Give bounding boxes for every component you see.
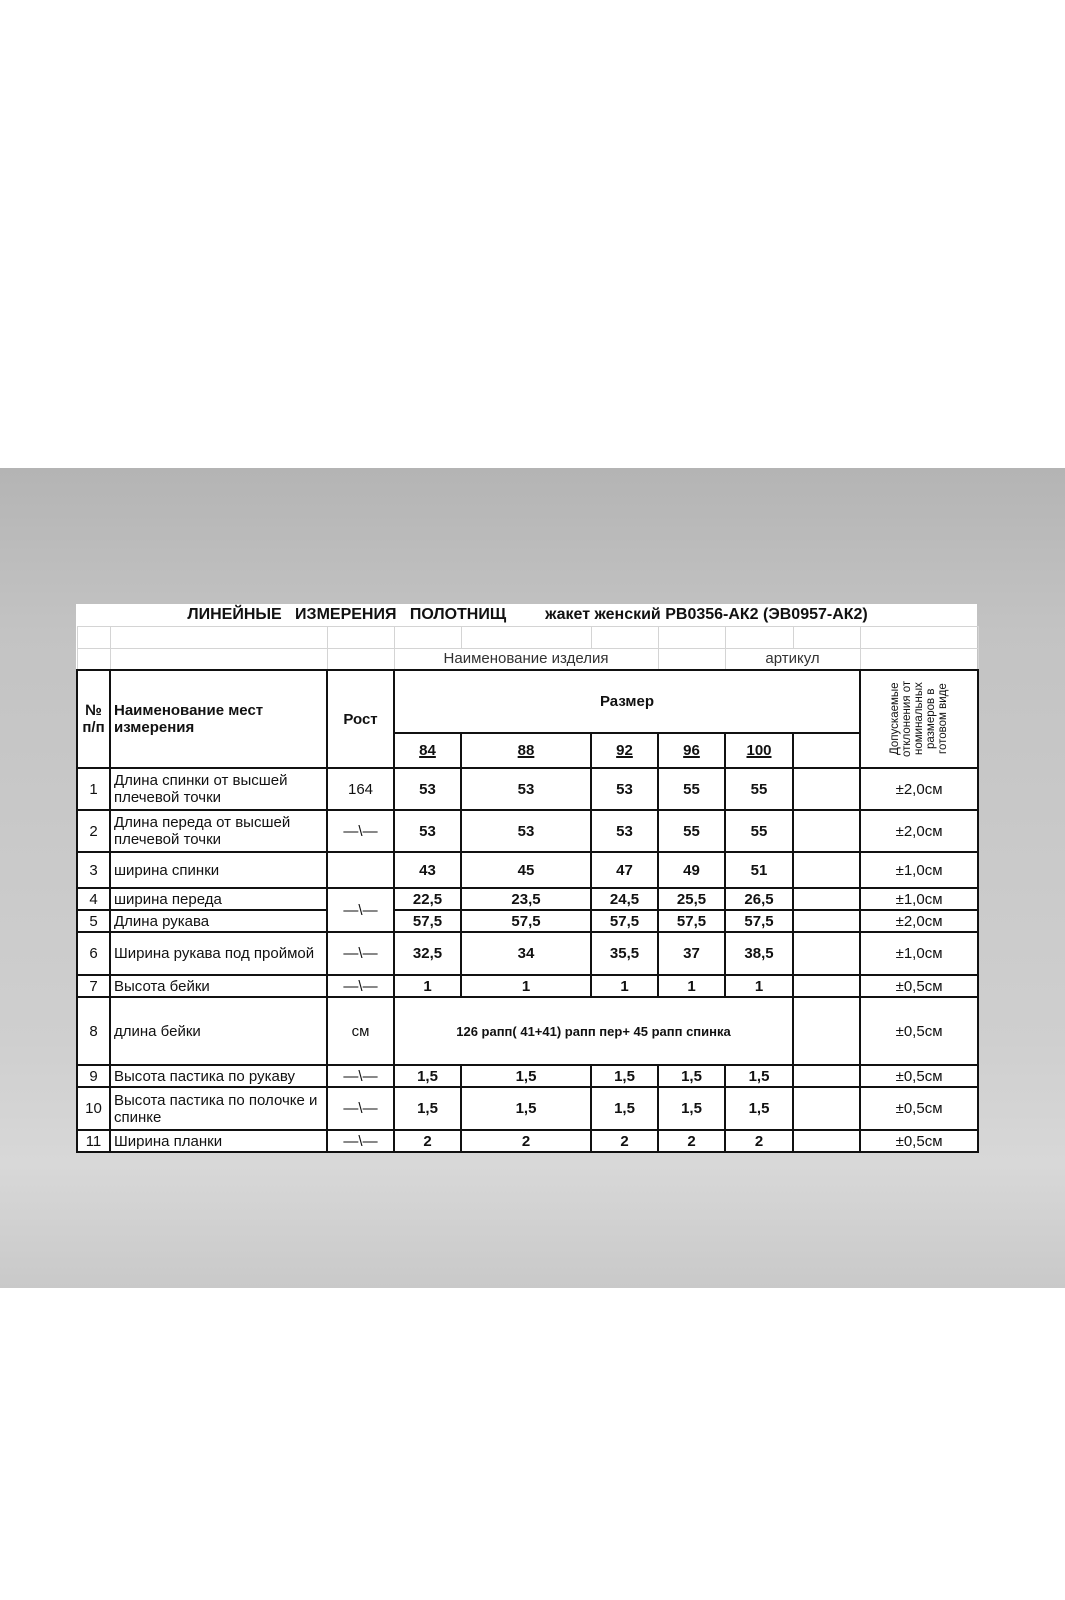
row-height: см xyxy=(327,997,394,1065)
row-value: 34 xyxy=(461,932,591,975)
size-100: 100 xyxy=(746,742,772,759)
row-height: —\— xyxy=(327,975,394,997)
row-name: Длина переда от высшей плечевой точки xyxy=(110,810,327,852)
row-value: 1 xyxy=(658,975,725,997)
row-value: 55 xyxy=(658,810,725,852)
row-tolerance: ±0,5см xyxy=(860,997,978,1065)
row-value: 53 xyxy=(591,810,658,852)
table-row xyxy=(77,910,978,932)
title-cell xyxy=(77,604,978,626)
row-value: 1 xyxy=(394,975,461,997)
size-84: 84 xyxy=(419,742,436,759)
row-value: 1 xyxy=(725,975,793,997)
row-value: 57,5 xyxy=(461,910,591,932)
header-name: Наименование мест измерения xyxy=(110,670,327,768)
row-value: 57,5 xyxy=(725,910,793,932)
row-tolerance: ±0,5см xyxy=(860,1130,978,1152)
row-value: 57,5 xyxy=(591,910,658,932)
row-tolerance: ±1,0см xyxy=(860,932,978,975)
row-tolerance: ±1,0см xyxy=(860,852,978,888)
table-row xyxy=(77,975,978,997)
table-row xyxy=(77,888,978,910)
row-value: 2 xyxy=(591,1130,658,1152)
row-name: Высота пастика по полочке и спинке xyxy=(110,1087,327,1130)
row-value: 53 xyxy=(394,768,461,810)
table-row xyxy=(77,997,978,1065)
row-tolerance: ±2,0см xyxy=(860,810,978,852)
row-value: 2 xyxy=(658,1130,725,1152)
row-number: 3 xyxy=(77,852,110,888)
row-value: 2 xyxy=(394,1130,461,1152)
table-row xyxy=(77,1065,978,1087)
row-height: —\— xyxy=(327,1130,394,1152)
row-value: 55 xyxy=(725,768,793,810)
row-height: —\— xyxy=(327,810,394,852)
row-value: 1,5 xyxy=(461,1065,591,1087)
size-96: 96 xyxy=(683,742,700,759)
row-value: 55 xyxy=(658,768,725,810)
row-value: 37 xyxy=(658,932,725,975)
row-name: Высота пастика по рукаву xyxy=(110,1065,327,1087)
header-tolerance: Допускаемые отклонения от номинальных размеров в готовом виде xyxy=(889,680,950,758)
row-name: Ширина рукава под проймой xyxy=(110,932,327,975)
table-row xyxy=(77,768,978,810)
row-value: 1,5 xyxy=(591,1065,658,1087)
row-value: 22,5 xyxy=(394,888,461,910)
row-merged-value: 126 рапп( 41+41) рапп пер+ 45 рапп спинка xyxy=(394,997,793,1065)
row-value: 1,5 xyxy=(591,1087,658,1130)
row-value: 47 xyxy=(591,852,658,888)
row-name: Длина рукава xyxy=(110,910,327,932)
measurement-table xyxy=(76,604,979,1153)
row-height: —\— xyxy=(327,932,394,975)
row-value: 43 xyxy=(394,852,461,888)
row-tolerance: ±1,0см xyxy=(860,888,978,910)
row-value: 57,5 xyxy=(658,910,725,932)
header-height: Рост xyxy=(327,670,394,768)
row-height: —\— xyxy=(327,1087,394,1130)
row-value: 53 xyxy=(394,810,461,852)
row-tolerance: ±0,5см xyxy=(860,1087,978,1130)
row-number: 8 xyxy=(77,997,110,1065)
row-name: ширина переда xyxy=(110,888,327,910)
header-size: Размер xyxy=(394,670,860,733)
row-name: Длина спинки от высшей плечевой точки xyxy=(110,768,327,810)
table-row xyxy=(77,810,978,852)
row-number: 10 xyxy=(77,1087,110,1130)
row-number: 1 xyxy=(77,768,110,810)
row-value: 1,5 xyxy=(394,1065,461,1087)
product-name-label: Наименование изделия xyxy=(394,648,658,670)
row-value: 55 xyxy=(725,810,793,852)
row-value: 1,5 xyxy=(658,1087,725,1130)
row-value: 1,5 xyxy=(394,1087,461,1130)
size-88: 88 xyxy=(517,742,535,759)
row-value: 57,5 xyxy=(394,910,461,932)
row-name: длина бейки xyxy=(110,997,327,1065)
row-height: 164 xyxy=(327,768,394,810)
row-value: 1,5 xyxy=(725,1065,793,1087)
row-number: 7 xyxy=(77,975,110,997)
row-value: 1,5 xyxy=(725,1087,793,1130)
row-tolerance: ±0,5см xyxy=(860,1065,978,1087)
row-value: 2 xyxy=(725,1130,793,1152)
row-value: 1 xyxy=(591,975,658,997)
product-title: жакет женский РВ0356-АК2 (ЭВ0957-АК2) xyxy=(545,606,868,624)
size-92: 92 xyxy=(616,742,633,759)
table-row xyxy=(77,852,978,888)
row-height: —\— xyxy=(327,888,394,932)
row-value: 35,5 xyxy=(591,932,658,975)
row-value: 38,5 xyxy=(725,932,793,975)
row-value: 1,5 xyxy=(461,1087,591,1130)
table-row xyxy=(77,1130,978,1152)
row-number: 11 xyxy=(77,1130,110,1152)
table-row xyxy=(77,1087,978,1130)
row-value: 26,5 xyxy=(725,888,793,910)
row-value: 49 xyxy=(658,852,725,888)
table-row xyxy=(77,932,978,975)
row-tolerance: ±0,5см xyxy=(860,975,978,997)
measurement-sheet xyxy=(76,604,977,1153)
row-value: 53 xyxy=(591,768,658,810)
row-value: 32,5 xyxy=(394,932,461,975)
row-name: Высота бейки xyxy=(110,975,327,997)
row-name: Ширина планки xyxy=(110,1130,327,1152)
row-number: 9 xyxy=(77,1065,110,1087)
row-height: —\— xyxy=(327,1065,394,1087)
article-label: артикул xyxy=(725,648,860,670)
row-number: 4 xyxy=(77,888,110,910)
row-name: ширина спинки xyxy=(110,852,327,888)
row-value: 53 xyxy=(461,810,591,852)
sheet-title: ЛИНЕЙНЫЕ ИЗМЕРЕНИЯ ПОЛОТНИЩ xyxy=(187,606,507,624)
row-value: 1,5 xyxy=(658,1065,725,1087)
row-height xyxy=(327,852,394,888)
row-value: 51 xyxy=(725,852,793,888)
row-number: 2 xyxy=(77,810,110,852)
row-value: 2 xyxy=(461,1130,591,1152)
row-tolerance: ±2,0см xyxy=(860,768,978,810)
row-value: 53 xyxy=(461,768,591,810)
row-value: 23,5 xyxy=(461,888,591,910)
row-value: 25,5 xyxy=(658,888,725,910)
row-number: 5 xyxy=(77,910,110,932)
row-value: 45 xyxy=(461,852,591,888)
row-number: 6 xyxy=(77,932,110,975)
row-value: 1 xyxy=(461,975,591,997)
row-tolerance: ±2,0см xyxy=(860,910,978,932)
header-num: № п/п xyxy=(77,670,110,768)
row-value: 24,5 xyxy=(591,888,658,910)
